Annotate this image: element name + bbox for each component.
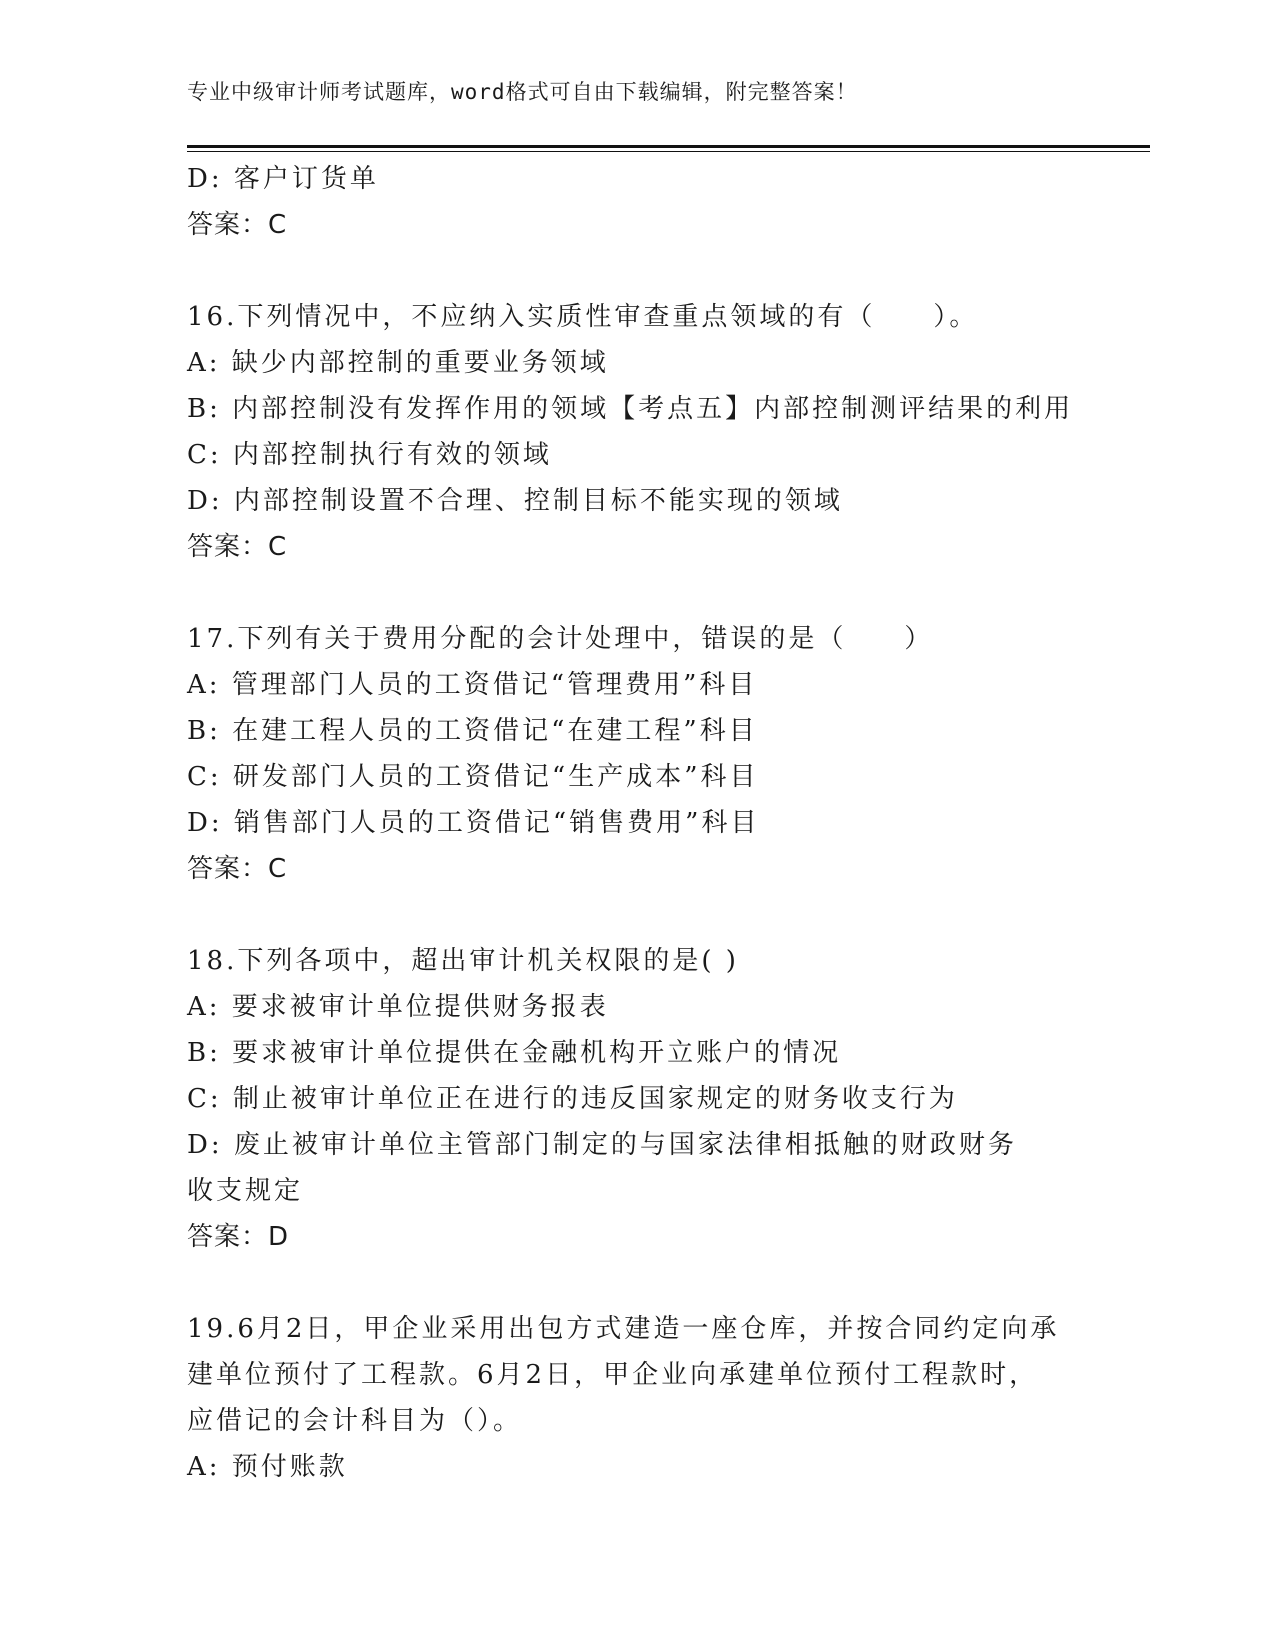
- question-17: [187, 616, 1087, 892]
- question-stem: 16.下列情况中，不应纳入实质性审查重点领域的有（ ）。: [187, 302, 979, 332]
- question-18: [187, 938, 1087, 1260]
- question-19: [187, 1306, 1087, 1490]
- option-a: A: 缺少内部控制的重要业务领域: [187, 348, 609, 378]
- option-a: A: 要求被审计单位提供财务报表: [187, 992, 609, 1022]
- question-16: [187, 294, 1087, 570]
- document-body: [187, 156, 1087, 1490]
- answer: 答案：C: [187, 210, 288, 240]
- answer: 答案：D: [187, 1222, 290, 1252]
- option-c: C: 制止被审计单位正在进行的违反国家规定的财务收支行为: [187, 1084, 958, 1114]
- option-a: A: 预付账款: [187, 1452, 348, 1482]
- option-c: C: 研发部门人员的工资借记“生产成本”科目: [187, 762, 759, 792]
- option-d: D: 销售部门人员的工资借记“销售费用”科目: [187, 808, 760, 838]
- answer: 答案：C: [187, 532, 288, 562]
- option-b: B: 在建工程人员的工资借记“在建工程”科目: [187, 716, 758, 746]
- header-rule-thin: [187, 151, 1150, 152]
- question-stem: 18.下列各项中，超出审计机关权限的是( ): [187, 946, 739, 976]
- question-stem: 19.6月2日，甲企业采用出包方式建造一座仓库，并按合同约定向承建单位预付了工程款。6月2日，甲企业向承建单位预付工程款时，应借记的会计科目为（）。: [187, 1314, 1060, 1436]
- header-rule-thick: [187, 145, 1150, 148]
- option-a: A: 管理部门人员的工资借记“管理费用”科目: [187, 670, 758, 700]
- option-b: B: 要求被审计单位提供在金融机构开立账户的情况: [187, 1038, 842, 1068]
- answer: 答案：C: [187, 854, 288, 884]
- option-d: D: 客户订货单: [187, 164, 379, 194]
- question-stem: 17.下列有关于费用分配的会计处理中，错误的是（ ）: [187, 624, 934, 654]
- option-d: D: 废止被审计单位主管部门制定的与国家法律相抵触的财政财务收支规定: [187, 1130, 1017, 1206]
- option-d: D: 内部控制设置不合理、控制目标不能实现的领域: [187, 486, 843, 516]
- option-c: C: 内部控制执行有效的领域: [187, 440, 552, 470]
- option-b: B: 内部控制没有发挥作用的领域【考点五】内部控制测评结果的利用: [187, 394, 1074, 424]
- page-header: 专业中级审计师考试题库，word格式可自由下载编辑，附完整答案！: [187, 80, 858, 104]
